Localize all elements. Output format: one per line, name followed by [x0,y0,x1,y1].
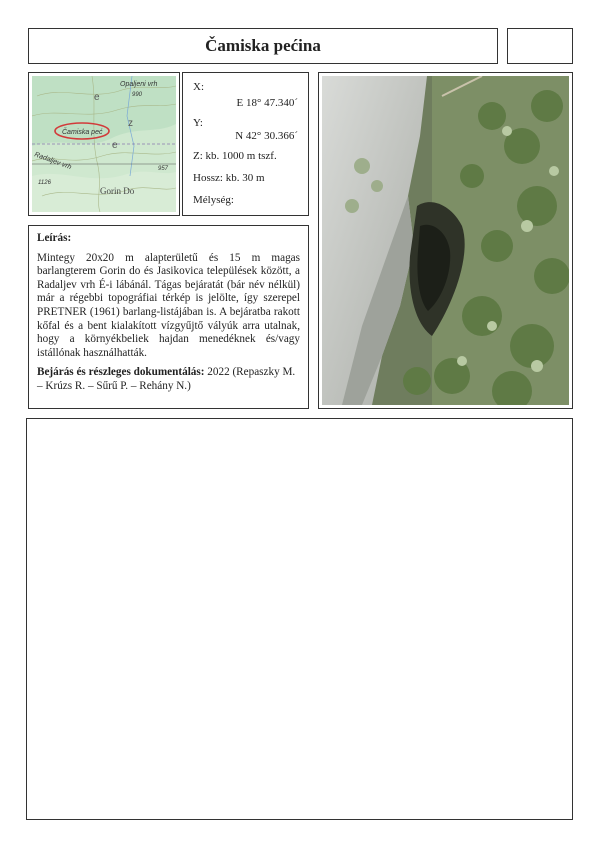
map-label-peak: Opaljeni vrh [120,81,158,88]
topographic-map [32,76,176,212]
description-title: Leírás: [37,232,72,244]
documentation-label: Bejárás és részleges dokumentálás: [37,366,205,379]
map-letter-e2: e [112,140,118,151]
title-box [28,28,498,64]
map-label-957: 957 [158,166,169,172]
page-title: Čamiska pećina [205,36,321,55]
z-line: Z: kb. 1000 m tszf. [193,150,277,162]
depth-line: Mélység: [193,194,234,206]
x-label: X: [193,81,204,93]
x-value: E 18° 47.340´ [236,97,298,109]
map-label-village: Gorin Do [100,186,135,196]
documentation-line [37,366,300,393]
photo-box [318,72,573,409]
length-line: Hossz: kb. 30 m [193,172,265,184]
map-label-cave: Čamiska peć [62,129,103,136]
map-label-peak-height: 990 [132,92,143,98]
map-letter-z: z [128,118,133,129]
description-text: Mintegy 20x20 m alapterületű és 15 m magas barlangterem Gorin do és Jasikovica települések között, a Radaljev vrh É-i lábánál. Tágas bejáratát (bár név nélkül) már a régebbi topográfiai térkép is jelölte, így szerepel PRETNER (1961) barlang-listájában is. A bejáratba rakott kőfal és a bent kialakított vízgyűjtő vályúk arra utalnak, hogy a környékbeliek hajdan menedéknek és/vagy istállónak használhatták. [37,251,300,359]
cave-entrance-photo [322,76,569,405]
y-value: N 42° 30.366´ [235,130,298,142]
code-box [507,28,573,64]
documentation-value: 2022 (Repaszky M. – Krúzs R. – Sűrű P. – Rehány N.) [37,366,296,392]
cave-map-area [26,418,573,820]
map-letter-e: e [94,92,100,103]
map-box [28,72,180,216]
y-label: Y: [193,117,203,129]
map-label-ridge: Radaljev vrh [33,151,73,172]
description-box [28,225,309,409]
coordinates-box [182,72,309,216]
map-label-ridge-height: 1126 [38,180,51,186]
